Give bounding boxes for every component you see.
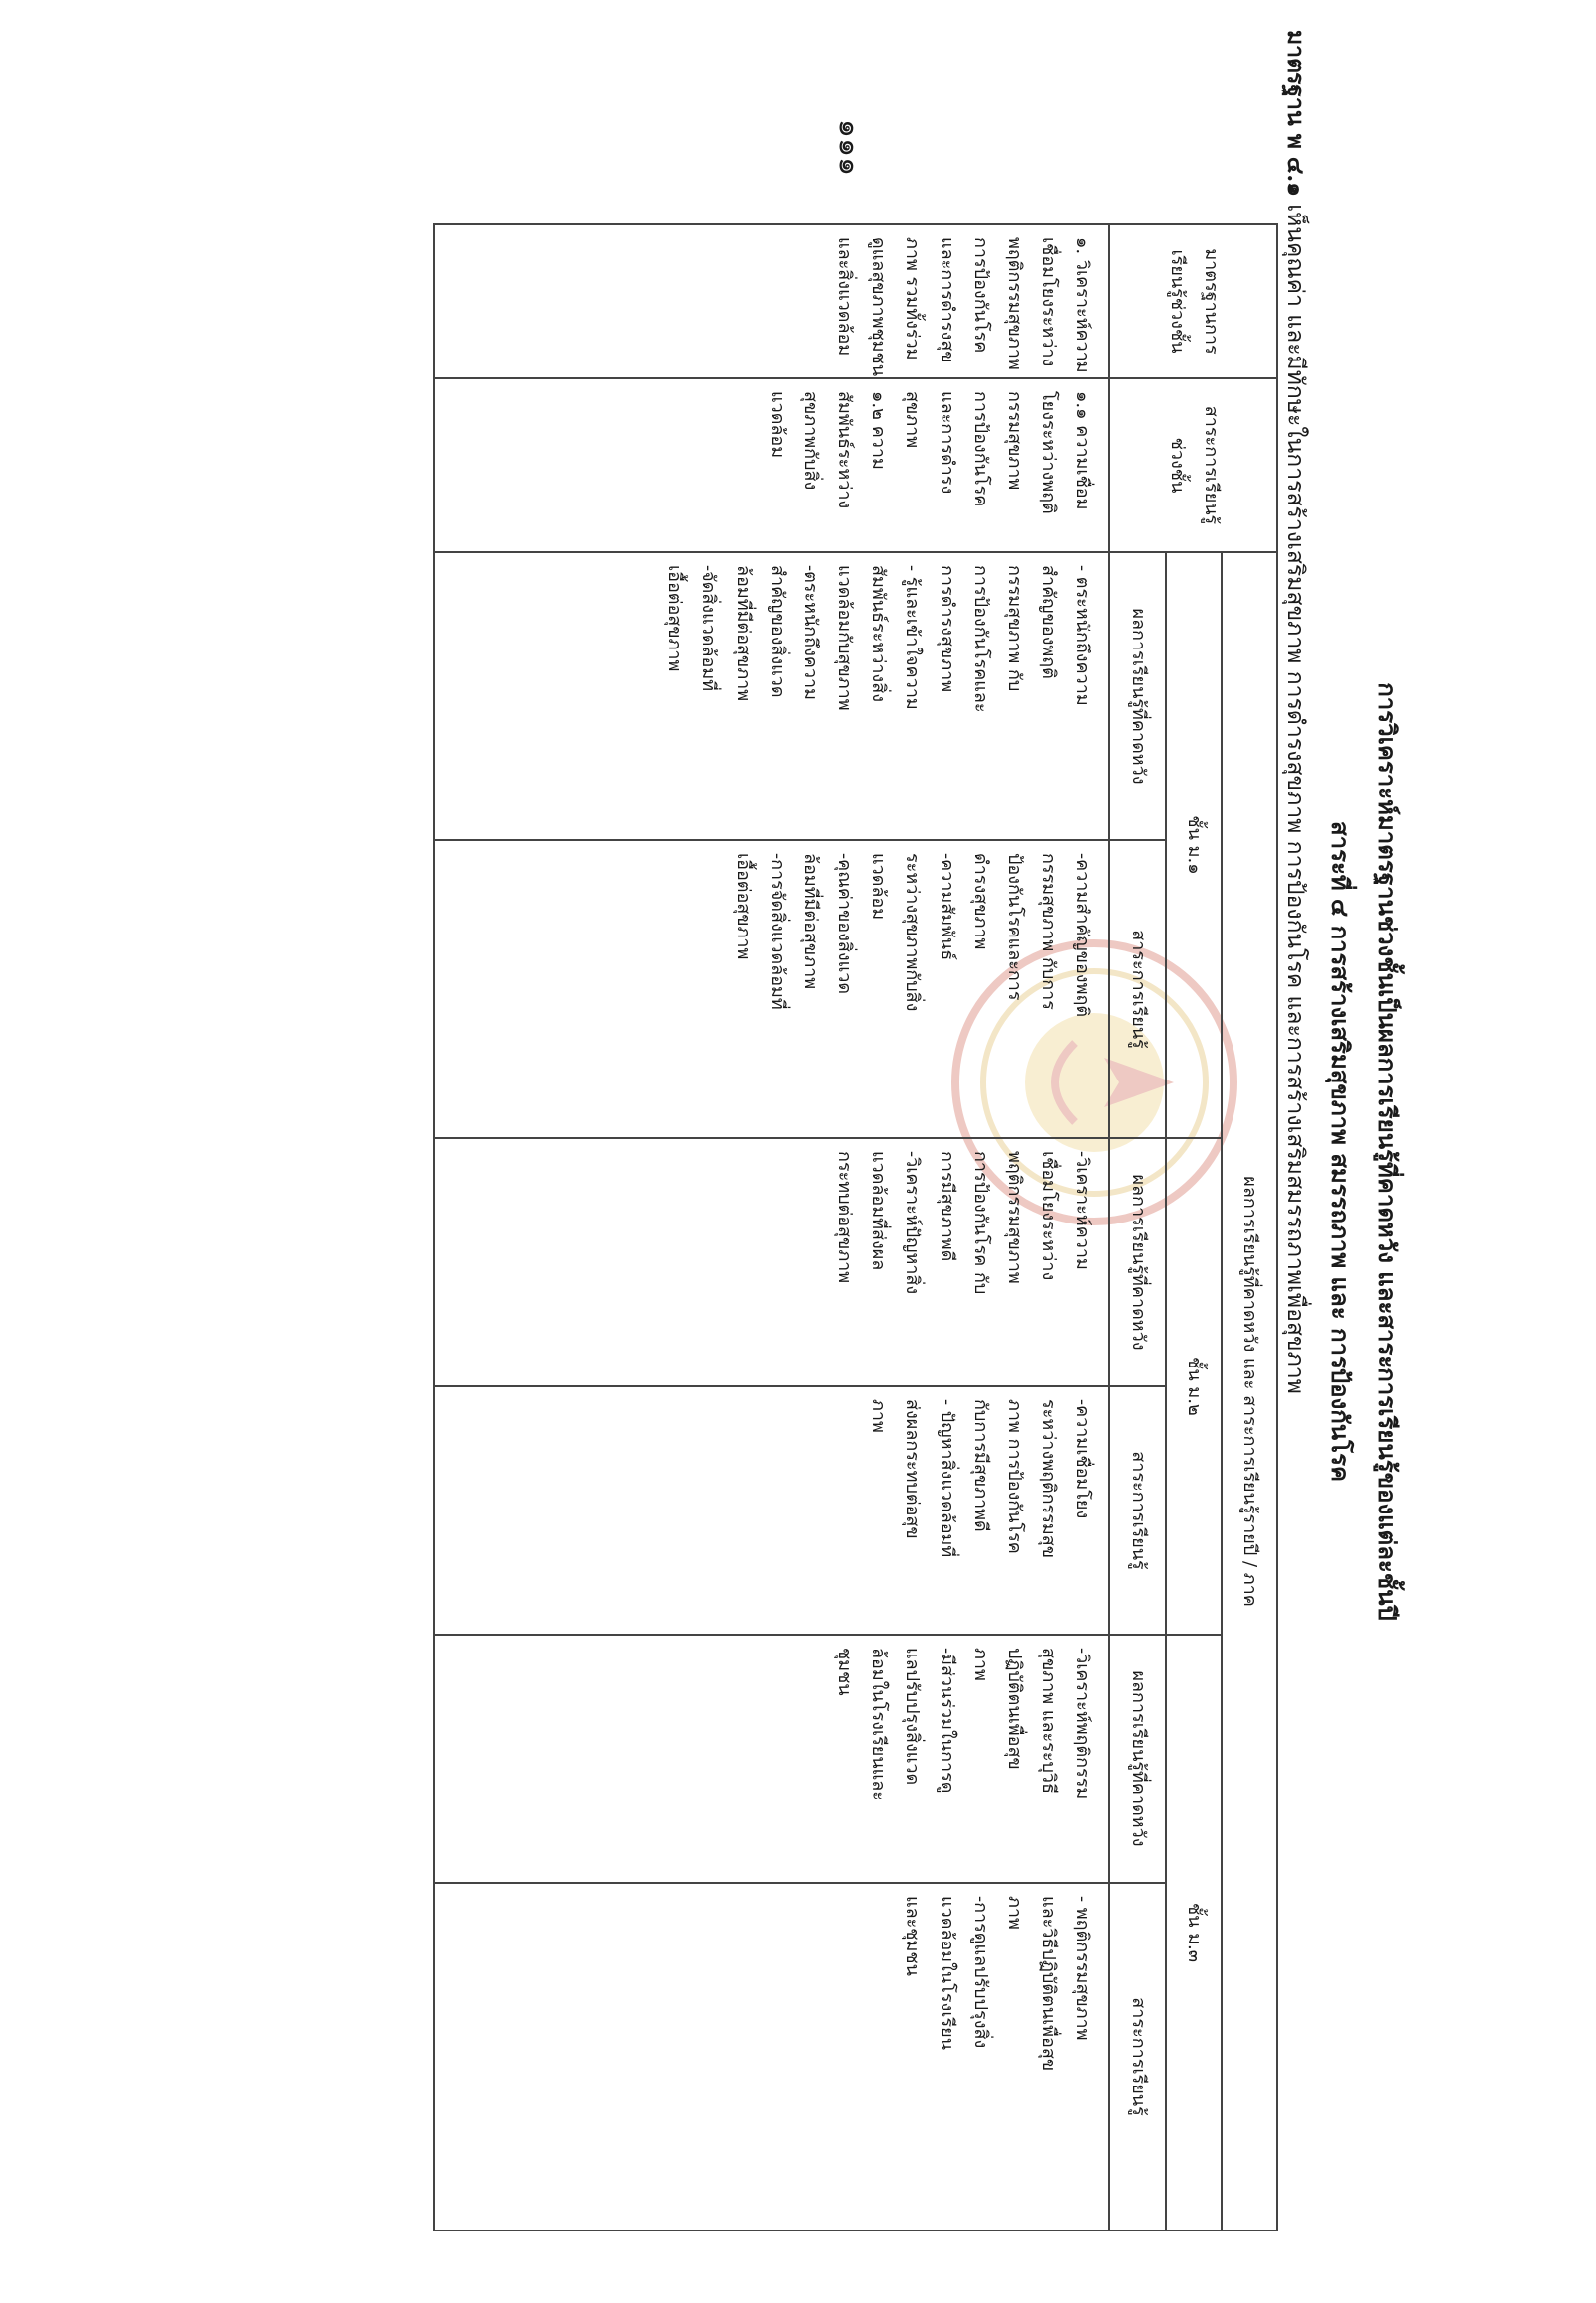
header-m1-outcome: ผลการเรียนรู้ที่คาดหวัง — [1109, 552, 1165, 840]
cell-line: กรรมสุขภาพ กับการ — [1038, 853, 1060, 1010]
cell-line: การดำรงสุขภาพ — [936, 565, 957, 693]
cell-m1-content — [434, 840, 1109, 1138]
cell-line: การป้องกันโรค กับ — [969, 1151, 991, 1295]
cell-line: -การจัดสิ่งแวดล้อมที่ — [766, 853, 788, 1010]
cell-m3-content — [434, 1883, 1109, 2231]
cell-line: แวดล้อมในโรงเรียน — [936, 1896, 957, 2050]
cell-line: -ความเชื่อมโยง — [1072, 1399, 1093, 1519]
cell-m1-outcome — [434, 552, 1109, 840]
cell-line: ดำรงสุขภาพ — [969, 853, 991, 950]
header-m1-content: สาระการเรียนรู้ — [1109, 840, 1165, 1138]
cell-line: -จัดสิ่งแวดล้อมที่ — [698, 565, 720, 692]
header-m3-content: สาระการเรียนรู้ — [1109, 1883, 1165, 2231]
cell-m3-outcome — [434, 1635, 1109, 1883]
cell-line: แวดล้อม — [766, 391, 788, 459]
cell-line: แวดล้อม — [868, 853, 890, 921]
cell-line: และการดำรงสุข — [936, 237, 957, 363]
cell-line: กระทบต่อสุขภาพ — [834, 1151, 856, 1284]
cell-line: กรรมสุขภาพ กับ — [1004, 565, 1026, 692]
cell-line: และวิธีปฏิบัติตนเพื่อสุข — [1038, 1896, 1060, 2072]
cell-line: -ความสัมพันธ์ — [936, 853, 957, 961]
cell-line: ระหว่างสุขภาพกับสิ่ง — [902, 853, 924, 1012]
cell-line: ๑. วิเคราะห์ความ — [1072, 237, 1093, 373]
curriculum-analysis-table — [433, 223, 1278, 2231]
cell-line: สำคัญของสิ่งแวด — [766, 565, 788, 698]
cell-line: การป้องกันโรค — [969, 391, 991, 507]
cell-line: แลปรับปรุงสิ่งแวด — [902, 1648, 924, 1786]
cell-standard — [434, 224, 1109, 378]
cell-line: ภาพ รวมทั้งร่วม — [902, 237, 924, 360]
cell-line: -วิเคราะห์ความ — [1072, 1151, 1093, 1270]
standard-code: มาตรฐาน พ ๔.๑ — [1282, 30, 1309, 197]
cell-line: ภาพ — [868, 1399, 890, 1433]
cell-line: ภาพ การป้องกันโรค — [1004, 1399, 1026, 1554]
cell-line: สุขภาพ — [902, 391, 924, 449]
table-row — [434, 224, 1109, 2231]
cell-line: ๑.๑ ความเชื่อม — [1072, 391, 1093, 510]
page-number: ๑๑๑ — [831, 118, 867, 177]
header-group: ผลการเรียนรู้ที่คาดหวัง และ สาระการเรียนรู้รายปี / ภาค — [1222, 552, 1277, 2231]
cell-line: การป้องกันโรคและ — [969, 565, 991, 713]
cell-line: สุขภาพ และระบุวิธี — [1038, 1648, 1060, 1795]
cell-line: เอื้อต่อสุขภาพ — [732, 853, 754, 960]
cell-line: สัมพันธ์ระหว่าง — [834, 391, 856, 509]
document-subtitle: สาระที่ ๔ การสร้างเสริมสุขภาพ สมรรถภาพ และ การป้องกันโรค — [1326, 820, 1355, 1483]
header-row-group — [1222, 224, 1277, 2231]
header-range-content: สาระการเรียนรู้ช่วงชั้น — [1109, 378, 1277, 552]
cell-line: -มีส่วนร่วมในการดู — [936, 1648, 957, 1794]
cell-line: - ตระหนักถึงความ — [1072, 565, 1093, 706]
cell-range-content — [434, 378, 1109, 552]
cell-line: -การดูแลปรับปรุงสิ่ง — [969, 1896, 991, 2049]
cell-line: -ความสำคัญของพฤติ — [1072, 853, 1093, 1018]
cell-line: - ปัญหาสิ่งแวดล้อมที่ — [936, 1399, 957, 1558]
cell-line: -วิเคราะห์พฤติกรรม — [1072, 1648, 1093, 1799]
cell-line: -คุณค่าของสิ่งแวด — [834, 853, 856, 995]
cell-line: - พฤติกรรมสุขภาพ — [1072, 1896, 1093, 2041]
cell-line: เชื่อมโยงระหว่าง — [1038, 237, 1060, 367]
cell-m2-content — [434, 1386, 1109, 1635]
cell-line: พฤติกรรมสุขภาพ — [1004, 237, 1026, 370]
cell-line: ภาพ — [1004, 1896, 1026, 1930]
header-grade-m2: ชั้น ม.๒ — [1166, 1138, 1222, 1635]
standard-text: เห็นคุณค่า และมีทักษะในการสร้างเสริมสุขภาพ การดำรงสุขภาพ การป้องกันโรค และการสร้างเสริมสมรรถภาพเพื่อสุขภาพ — [1282, 204, 1308, 1394]
cell-line: ปฏิบัติตนเพื่อสุข — [1004, 1648, 1026, 1770]
cell-line: เอื้อต่อสุขภาพ — [664, 565, 686, 672]
cell-line: ระหว่างพฤติกรรมสุข — [1038, 1399, 1060, 1559]
cell-line: ล้อมในโรงเรียนและ — [868, 1648, 890, 1800]
cell-m2-outcome — [434, 1138, 1109, 1386]
cell-line: กรรมสุขภาพ — [1004, 391, 1026, 491]
cell-line: แวดล้อมกับสุขภาพ — [834, 565, 856, 711]
cell-line: ล้อมที่มีต่อสุขภาพ — [799, 853, 821, 990]
header-m3-outcome: ผลการเรียนรู้ที่คาดหวัง — [1109, 1635, 1165, 1883]
cell-line: ดูแลสุขภาพชุมชน — [868, 237, 890, 377]
cell-line: พฤติกรรมสุขภาพ — [1004, 1151, 1026, 1284]
cell-line: ป้องกันโรคและการ — [1004, 853, 1026, 1001]
header-standard: มาตรฐานการเรียนรู้ช่วงชั้น — [1109, 224, 1277, 378]
cell-line: ชุมชน — [834, 1648, 856, 1696]
cell-line: ภาพ — [969, 1648, 991, 1681]
header-grade-m1: ชั้น ม.๑ — [1166, 552, 1222, 1138]
cell-line: โยงระหว่างพฤติ — [1038, 391, 1060, 514]
cell-line: และการดำรง — [936, 391, 957, 495]
cell-line: สัมพันธ์ระหว่างสิ่ง — [868, 565, 890, 702]
cell-line: กับการมีสุขภาพดี — [969, 1399, 991, 1532]
cell-line: สำคัญของพฤติ — [1038, 565, 1060, 679]
header-grade-m3: ชั้น ม.๓ — [1166, 1635, 1222, 2231]
cell-line: เชื่อมโยงระหว่าง — [1038, 1151, 1060, 1281]
cell-line: และสิ่งแวดล้อม — [834, 237, 856, 357]
cell-line: สุขภาพกับสิ่ง — [799, 391, 821, 491]
header-m2-content: สาระการเรียนรู้ — [1109, 1386, 1165, 1635]
document-title: การวิเคราะห์มาตรฐานช่วงชั้นเป็นผลการเรียนรู้ที่คาดหวัง และสาระการเรียนรู้ของแต่ละชั้นปี — [1374, 682, 1402, 1621]
cell-line: -ตระหนักถึงความ — [799, 565, 821, 700]
header-m2-outcome: ผลการเรียนรู้ที่คาดหวัง — [1109, 1138, 1165, 1386]
cell-line: ส่งผลกระทบต่อสุข — [902, 1399, 924, 1539]
cell-line: -วิเคราะห์ปัญหาสิ่ง — [902, 1151, 924, 1295]
cell-line: แวดล้อมที่ส่งผล — [868, 1151, 890, 1271]
cell-line: การมีสุขภาพดี — [936, 1151, 957, 1262]
cell-line: การป้องกันโรค — [969, 237, 991, 354]
cell-line: ๑.๒ ความ — [868, 391, 890, 470]
cell-line: - รู้และเข้าใจความ — [902, 565, 924, 710]
cell-line: ล้อมที่มีต่อสุขภาพ — [732, 565, 754, 702]
cell-line: และชุมชน — [902, 1896, 924, 1976]
standard-line — [1277, 30, 1313, 2274]
